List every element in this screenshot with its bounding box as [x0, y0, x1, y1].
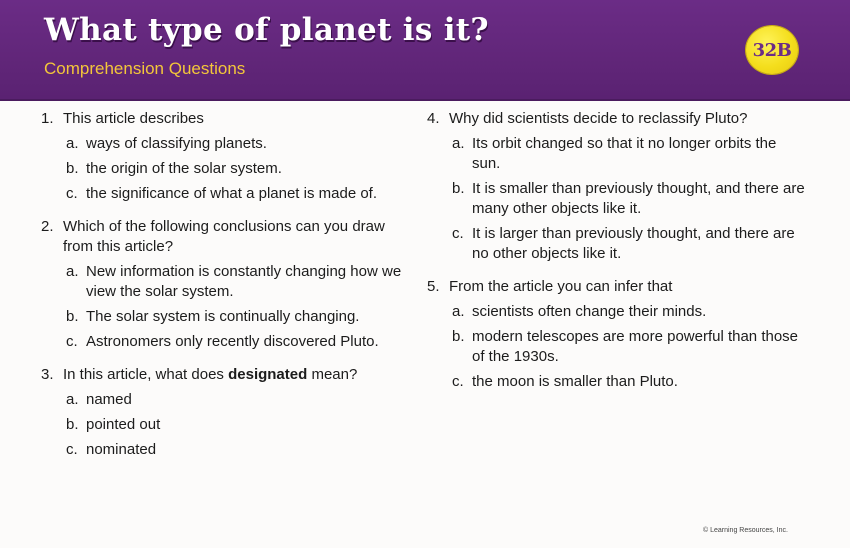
answer-option	[66, 159, 413, 179]
answer-option	[452, 134, 807, 174]
answer-option	[66, 440, 413, 460]
answer-option	[66, 332, 413, 352]
answer-option	[66, 262, 413, 302]
question-text: Which of the following conclusions can you draw from this article?	[63, 218, 385, 255]
option-letter: a.	[452, 135, 465, 152]
question-4	[427, 109, 807, 264]
answer-option	[452, 327, 807, 367]
option-text: named	[86, 391, 132, 408]
right-column	[427, 109, 807, 405]
question-1	[41, 109, 413, 204]
card-number-label: 32B	[752, 39, 792, 61]
question-text: Why did scientists decide to reclassify Pluto?	[449, 110, 748, 127]
answer-option	[452, 302, 807, 322]
card-header	[0, 0, 850, 101]
answer-option	[66, 184, 413, 204]
option-letter: b.	[66, 416, 79, 433]
question-stem	[41, 217, 413, 257]
question-stem	[41, 365, 413, 385]
option-text: the origin of the solar system.	[86, 160, 282, 177]
question-number: 4.	[427, 110, 440, 127]
option-letter: b.	[66, 160, 79, 177]
answer-option	[66, 134, 413, 154]
question-number: 2.	[41, 218, 54, 235]
option-letter: c.	[452, 225, 464, 242]
question-2	[41, 217, 413, 352]
page-subtitle: Comprehension Questions	[44, 59, 246, 78]
vocabulary-word: designated	[228, 366, 308, 383]
question-number: 3.	[41, 366, 54, 383]
option-text: New information is constantly changing how we view the solar system.	[86, 263, 402, 300]
option-letter: c.	[452, 373, 464, 390]
option-text: Astronomers only recently discovered Pluto.	[86, 333, 379, 350]
option-letter: b.	[452, 180, 465, 197]
answer-option	[452, 372, 807, 392]
option-text: Its orbit changed so that it no longer orbits the sun.	[472, 135, 777, 172]
question-text-after: mean?	[307, 366, 358, 383]
option-text: The solar system is continually changing.	[86, 308, 360, 325]
page-title: What type of planet is it?	[44, 12, 489, 48]
question-5	[427, 277, 807, 392]
question-3	[41, 365, 413, 460]
question-number: 5.	[427, 278, 440, 295]
option-letter: c.	[66, 441, 78, 458]
answer-option	[66, 307, 413, 327]
option-text: the significance of what a planet is made of.	[86, 185, 378, 202]
option-text: the moon is smaller than Pluto.	[472, 373, 678, 390]
option-text: It is larger than previously thought, and there are no other objects like it.	[472, 225, 795, 262]
question-text-before: In this article, what does	[63, 366, 229, 383]
answer-option	[66, 415, 413, 435]
option-letter: b.	[66, 308, 79, 325]
option-letter: a.	[66, 263, 79, 280]
question-text	[63, 365, 413, 385]
option-text: ways of classifying planets.	[86, 135, 267, 152]
question-text: This article describes	[63, 110, 204, 127]
left-column	[41, 109, 413, 473]
answer-option	[452, 224, 807, 264]
answer-option	[452, 179, 807, 219]
card-number-badge	[746, 26, 798, 74]
option-letter: c.	[66, 333, 78, 350]
option-letter: c.	[66, 185, 78, 202]
option-letter: a.	[452, 303, 465, 320]
option-text: It is smaller than previously thought, and there are many other objects like it.	[472, 180, 805, 217]
question-stem	[427, 277, 807, 297]
question-text: From the article you can infer that	[449, 278, 673, 295]
option-letter: a.	[66, 135, 79, 152]
option-text: modern telescopes are more powerful than those of the 1930s.	[472, 328, 799, 365]
option-text: nominated	[86, 441, 157, 458]
option-letter: a.	[66, 391, 79, 408]
answer-option	[66, 390, 413, 410]
option-text: pointed out	[86, 416, 161, 433]
question-number: 1.	[41, 110, 54, 127]
question-stem	[41, 109, 413, 129]
copyright-notice: © Learning Resources, Inc.	[703, 527, 788, 534]
option-letter: b.	[452, 328, 465, 345]
option-text: scientists often change their minds.	[472, 303, 707, 320]
question-stem	[427, 109, 807, 129]
